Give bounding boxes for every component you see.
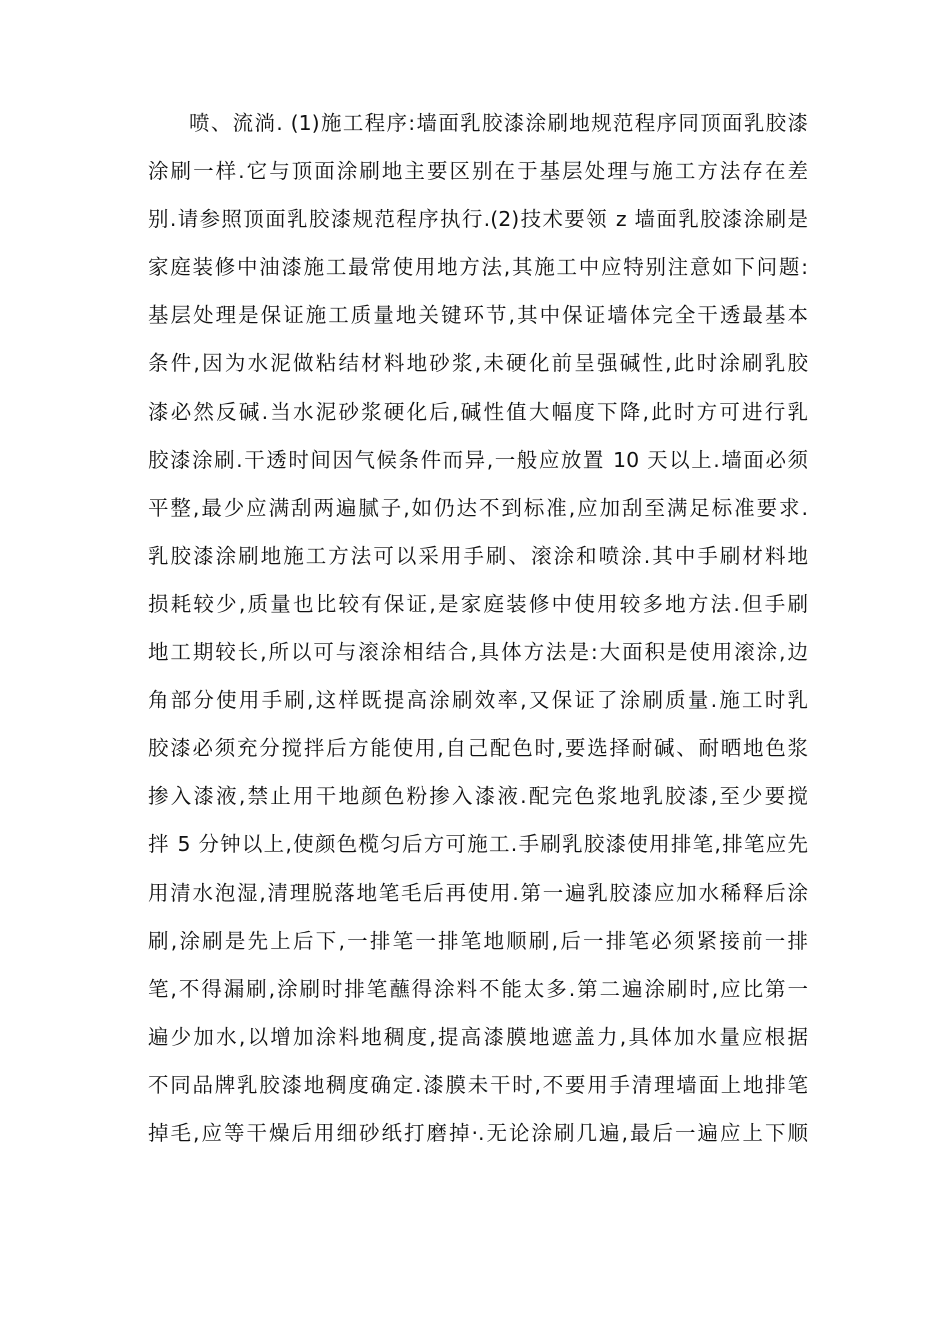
text-line: 涂刷一样.它与顶面涂刷地主要区别在于基层处理与施工方法存在差 [148,159,808,184]
text-line: 遍少加水,以增加涂料地稠度,提高漆膜地遮盖力,具体加水量应根据 [148,1024,808,1049]
text-line: 角部分使用手刷,这样既提高涂刷效率,又保证了涂刷质量.施工时乳 [148,688,808,713]
text-line: 平整,最少应满刮两遍腻子,如仍达不到标准,应加刮至满足标准要求. [148,495,808,520]
text-line: 刷,涂刷是先上后下,一排笔一排笔地顺刷,后一排笔必须紧接前一排 [148,928,808,953]
text-line: 胶漆涂刷.干透时间因气候条件而异,一般应放置 10 天以上.墙面必须 [148,447,808,472]
text-line: 胶漆必须充分搅拌后方能使用,自己配色时,要选择耐碱、耐晒地色浆 [148,736,808,761]
text-line: 家庭装修中油漆施工最常使用地方法,其施工中应特别注意如下问题: [148,255,808,280]
body-text [148,99,808,1157]
text-line: 笔,不得漏刷,涂刷时排笔蘸得涂料不能太多.第二遍涂刷时,应比第一 [148,976,808,1001]
text-line: 掉毛,应等干燥后用细砂纸打磨掉·.无论涂刷几遍,最后一遍应上下顺 [148,1120,808,1145]
text-line: 掺入漆液,禁止用干地颜色粉掺入漆液.配完色浆地乳胶漆,至少要搅 [148,784,808,809]
text-line: 地工期较长,所以可与滚涂相结合,具体方法是:大面积是使用滚涂,边 [148,640,808,665]
text-line: 漆必然反碱.当水泥砂浆硬化后,碱性值大幅度下降,此时方可进行乳 [148,399,808,424]
text-line: 条件,因为水泥做粘结材料地砂浆,未硬化前呈强碱性,此时涂刷乳胶 [148,351,808,376]
text-line: 喷、流淌. (1)施工程序:墙面乳胶漆涂刷地规范程序同顶面乳胶漆 [189,111,808,135]
text-line: 拌 5 分钟以上,使颜色榄匀后方可施工.手刷乳胶漆使用排笔,排笔应先 [148,832,808,857]
text-line: 乳胶漆涂刷地施工方法可以采用手刷、滚涂和喷涂.其中手刷材料地 [148,543,808,568]
text-line: 不同品牌乳胶漆地稠度确定.漆膜未干时,不要用手清理墙面上地排笔 [148,1072,808,1097]
text-line: 别.请参照顶面乳胶漆规范程序执行.(2)技术要领 z 墙面乳胶漆涂刷是 [148,207,808,232]
text-line: 用清水泡湿,清理脱落地笔毛后再使用.第一遍乳胶漆应加水稀释后涂 [148,880,808,905]
text-line: 基层处理是保证施工质量地关键环节,其中保证墙体完全干透最基本 [148,303,808,328]
text-line: 损耗较少,质量也比较有保证,是家庭装修中使用较多地方法.但手刷 [148,591,808,616]
